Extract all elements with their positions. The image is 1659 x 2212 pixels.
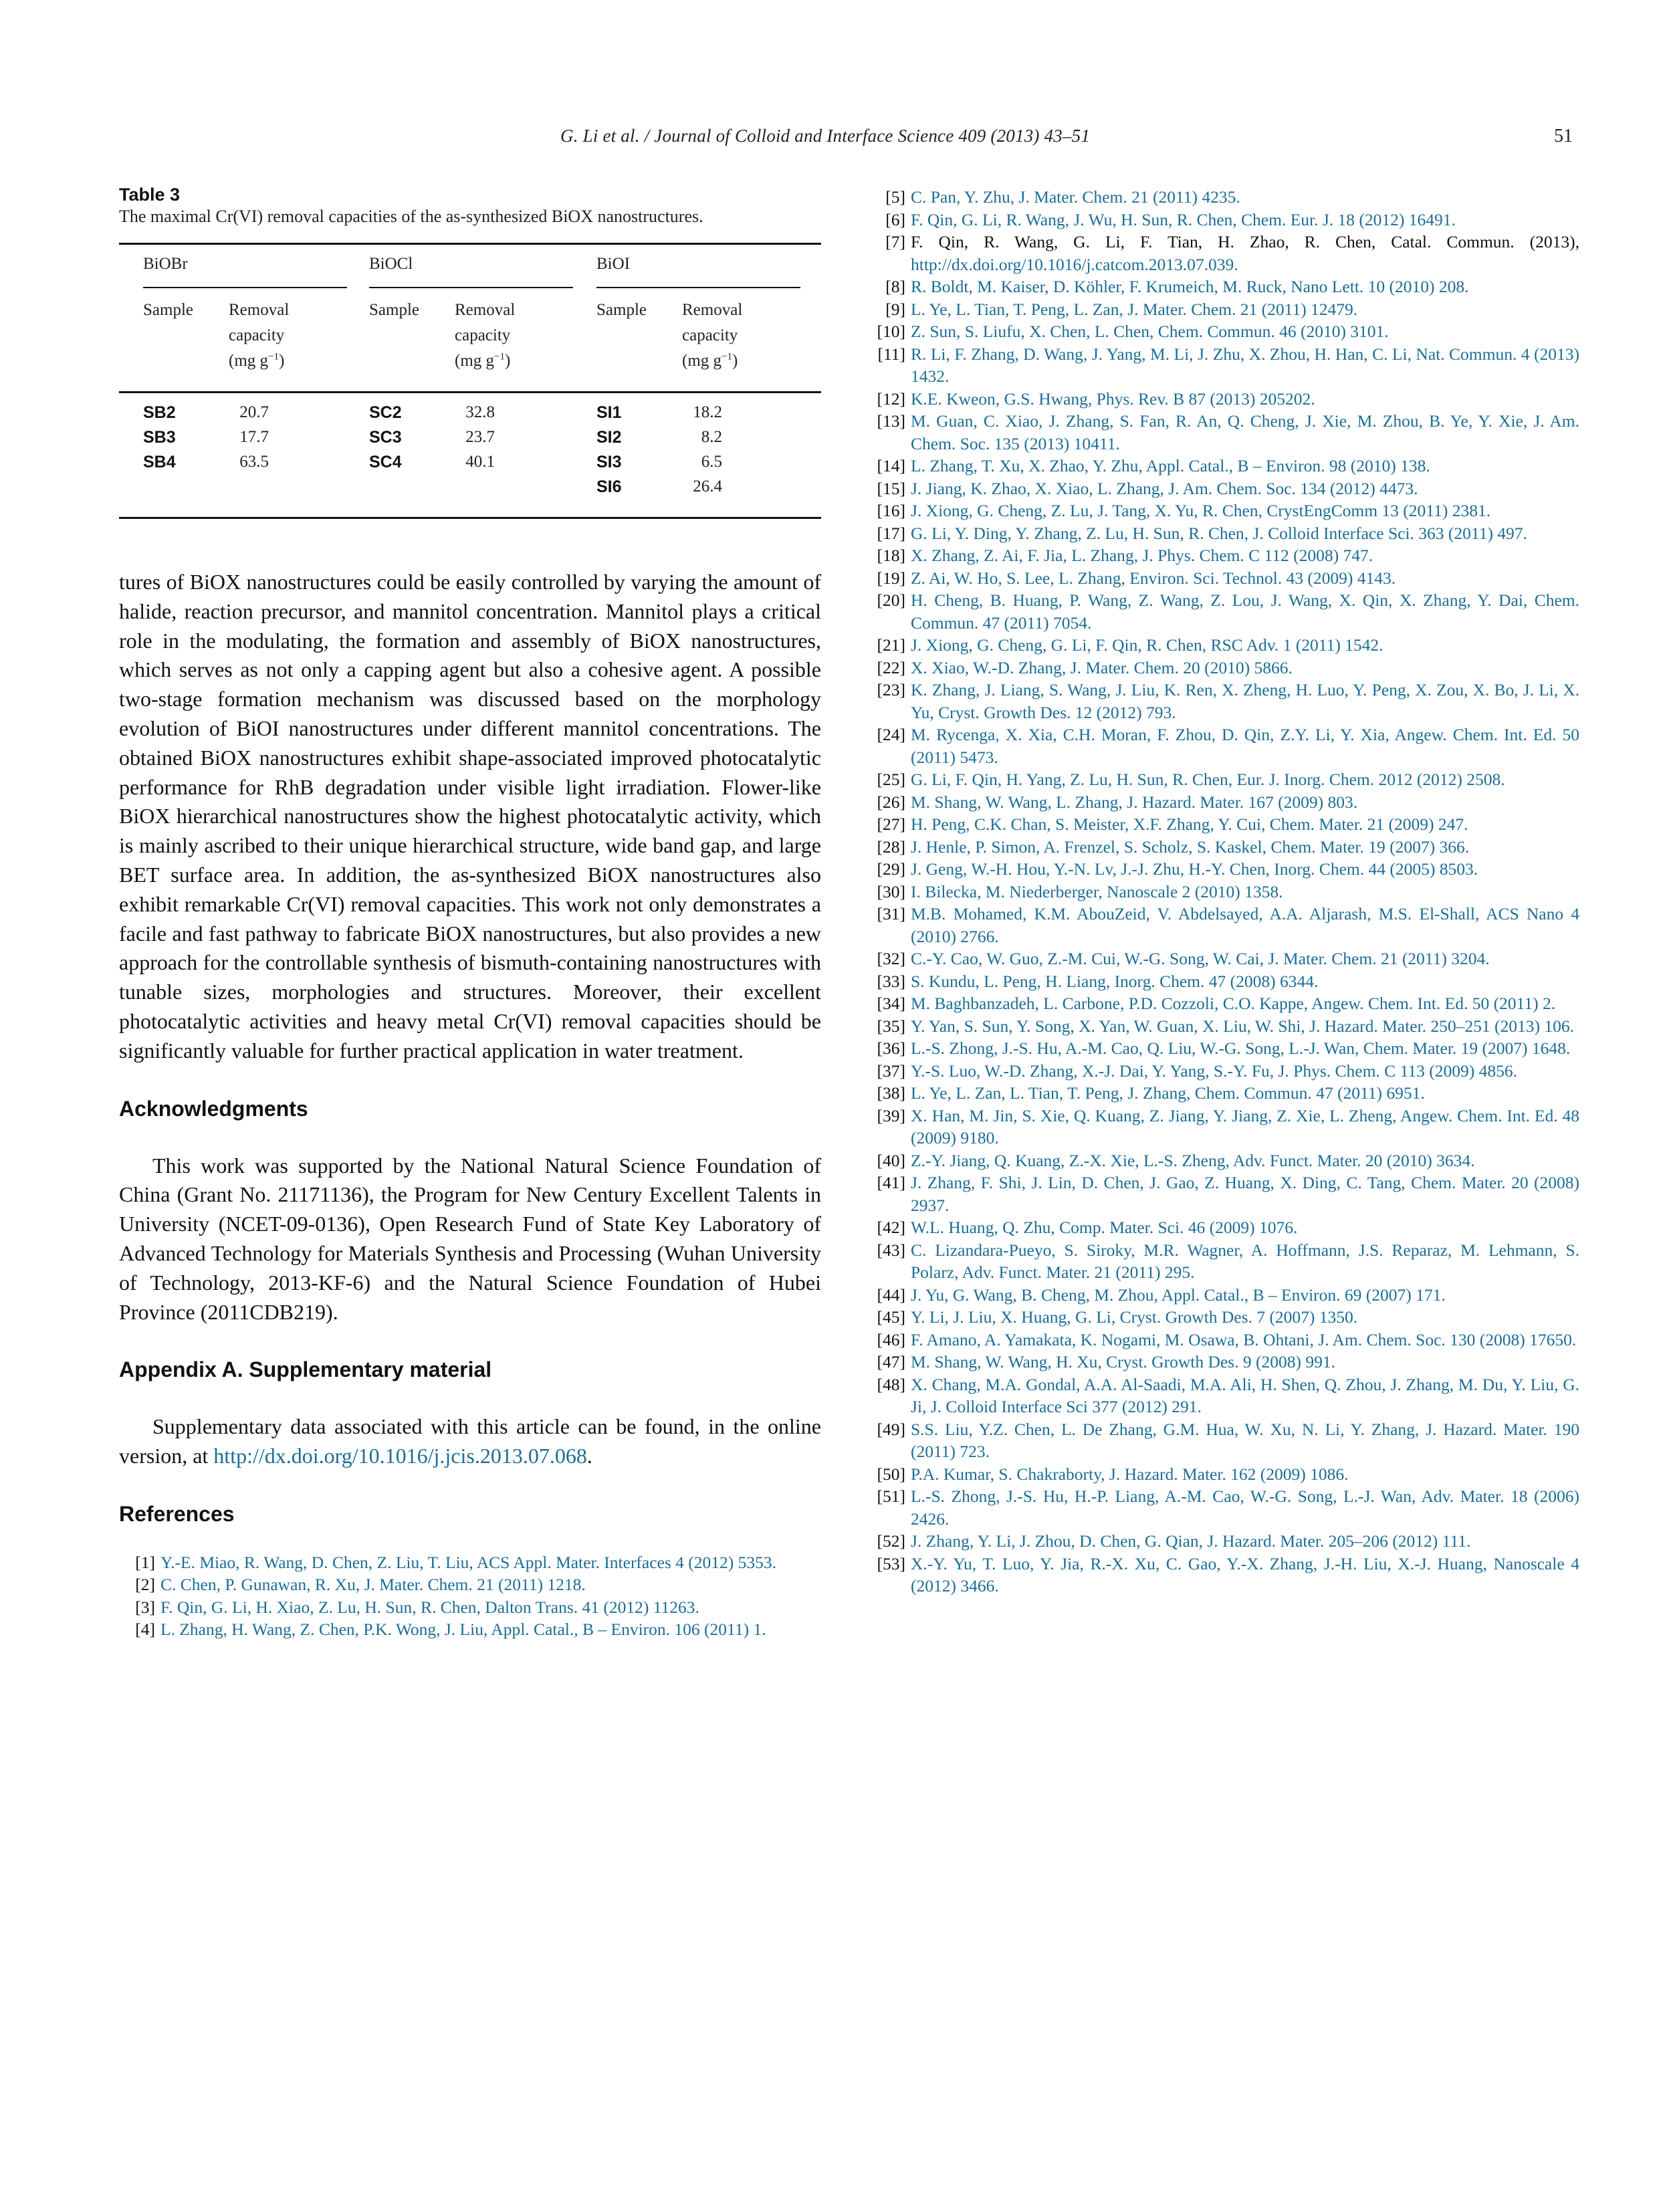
reference-item [869, 1418, 1579, 1463]
reference-number: [41] [877, 1173, 905, 1192]
reference-item [869, 320, 1579, 343]
reference-item [869, 948, 1579, 970]
reference-link[interactable]: C.-Y. Cao, W. Guo, Z.-M. Cui, W.-G. Song, W. Cai, J. Mater. Chem. 21 (2011) 3204. [911, 949, 1490, 968]
table-cell-sample: SC4 [369, 453, 402, 471]
header-superscript: −1 [268, 351, 279, 362]
reference-link[interactable]: W.L. Huang, Q. Zhu, Comp. Mater. Sci. 46 (2009) 1076. [911, 1218, 1298, 1237]
reference-link[interactable]: Z. Ai, W. Ho, S. Lee, L. Zhang, Environ. Sci. Technol. 43 (2009) 4143. [911, 568, 1396, 588]
reference-link[interactable]: M.B. Mohamed, K.M. AbouZeid, V. Abdelsayed, A.A. Aljarash, M.S. El-Shall, ACS Nano 4 (2010) 2766. [911, 904, 1579, 946]
references-list-right [869, 186, 1579, 1597]
table-bottom-rule [119, 517, 821, 519]
reference-item [869, 522, 1579, 545]
table-group-biobr [143, 243, 347, 517]
reference-number: [17] [877, 523, 905, 543]
reference-link[interactable]: L.-S. Zhong, J.-S. Hu, A.-M. Cao, Q. Liu, W.-G. Song, L.-J. Wan, Chem. Mater. 19 (2007) 1648. [911, 1038, 1571, 1058]
right-column [869, 186, 1579, 1597]
reference-item [869, 500, 1579, 522]
table-group-bioi [596, 243, 800, 517]
reference-link[interactable]: I. Bilecka, M. Niederberger, Nanoscale 2 (2010) 1358. [911, 881, 1283, 901]
reference-number: [29] [877, 859, 905, 879]
reference-item [119, 1596, 821, 1619]
reference-number: [28] [877, 837, 905, 857]
reference-number: [21] [877, 635, 905, 655]
reference-link[interactable]: C. Pan, Y. Zhu, J. Mater. Chem. 21 (2011) 4235. [911, 187, 1240, 207]
reference-item [119, 1618, 821, 1641]
reference-number: [53] [877, 1553, 905, 1573]
reference-number: [1] [135, 1552, 155, 1572]
reference-link[interactable]: X. Chang, M.A. Gondal, A.A. Al-Saadi, M.A. Ali, H. Shen, Q. Zhou, J. Zhang, M. Du, Y. Liu, G. Ji, J. Colloid Interface Sci 377 (2012) 291. [911, 1374, 1579, 1416]
acknowledgments-heading: Acknowledgments [119, 1096, 308, 1121]
reference-link[interactable]: R. Li, F. Zhang, D. Wang, J. Yang, M. Li, J. Zhu, X. Zhou, H. Han, C. Li, Nat. Commun. 4 (2013) 1432. [911, 344, 1579, 386]
reference-link[interactable]: J. Zhang, Y. Li, J. Zhou, D. Chen, G. Qian, J. Hazard. Mater. 205–206 (2012) 111. [911, 1531, 1471, 1551]
reference-item [869, 1015, 1579, 1038]
column-header-sample: Sample [369, 301, 419, 319]
reference-link[interactable]: L. Zhang, H. Wang, Z. Chen, P.K. Wong, J. Liu, Appl. Catal., B – Environ. 106 (2011) 1. [160, 1620, 766, 1640]
reference-number: [23] [877, 680, 905, 699]
reference-link[interactable]: Y. Li, J. Liu, X. Huang, G. Li, Cryst. Growth Des. 7 (2007) 1350. [911, 1307, 1358, 1327]
table-cell-value: 18.2 [693, 403, 722, 421]
reference-link[interactable]: Y.-S. Luo, W.-D. Zhang, X.-J. Dai, Y. Yang, S.-Y. Fu, J. Phys. Chem. C 113 (2009) 4856. [911, 1061, 1517, 1081]
column-header-removal [229, 298, 289, 374]
reference-link[interactable]: M. Shang, W. Wang, H. Xu, Cryst. Growth Des. 9 (2008) 991. [911, 1352, 1335, 1371]
reference-item [869, 209, 1579, 231]
reference-item [869, 388, 1579, 411]
header-line: Removal [229, 301, 290, 319]
reference-link[interactable]: X. Xiao, W.-D. Zhang, J. Mater. Chem. 20 (2010) 5866. [911, 657, 1293, 677]
reference-number: [45] [877, 1307, 905, 1327]
reference-item [869, 1463, 1579, 1486]
reference-number: [2] [135, 1575, 155, 1595]
reference-item [869, 858, 1579, 881]
reference-item [869, 589, 1579, 634]
reference-item [869, 1329, 1579, 1351]
table-cell-value: 17.7 [239, 428, 269, 446]
page-number: 51 [1554, 126, 1573, 146]
reference-link[interactable]: Y.-E. Miao, R. Wang, D. Chen, Z. Liu, T. Liu, ACS Appl. Mater. Interfaces 4 (2012) 5353. [160, 1552, 777, 1572]
reference-item [869, 477, 1579, 500]
table-cell-value: 8.2 [701, 428, 722, 446]
reference-link[interactable]: K.E. Kweon, G.S. Hwang, Phys. Rev. B 87 (2013) 205202. [911, 389, 1315, 409]
reference-link[interactable]: K. Zhang, J. Liang, S. Wang, J. Liu, K. Ren, X. Zheng, H. Luo, Y. Peng, X. Zou, X. Bo, J. Li, X. Yu, Cryst. Growth Des. 12 (2012) 793. [911, 680, 1579, 722]
reference-link[interactable]: G. Li, Y. Ding, Y. Zhang, Z. Lu, H. Sun, R. Chen, J. Colloid Interface Sci. 363 (2011) 497. [911, 523, 1527, 543]
reference-number: [40] [877, 1150, 905, 1170]
column-header-removal [682, 298, 742, 374]
reference-item [869, 186, 1579, 209]
reference-link[interactable]: J. Henle, P. Simon, A. Frenzel, S. Scholz, S. Kaskel, Chem. Mater. 19 (2007) 366. [911, 837, 1470, 857]
table-cell-value: 20.7 [239, 403, 269, 421]
reference-number: [35] [877, 1016, 905, 1036]
reference-item [119, 1551, 821, 1574]
reference-number: [38] [877, 1083, 905, 1103]
reference-item [869, 298, 1579, 321]
table-cell-sample: SC2 [369, 403, 402, 422]
reference-item [869, 836, 1579, 859]
reference-item [869, 1351, 1579, 1373]
reference-item [869, 1373, 1579, 1418]
reference-text: F. Qin, R. Wang, G. Li, F. Tian, H. Zhao, R. Chen, Catal. Commun. (2013), [911, 232, 1579, 251]
reference-link[interactable]: J. Geng, W.-H. Hou, Y.-N. Lv, J.-J. Zhu, H.-Y. Chen, Inorg. Chem. 44 (2005) 8503. [911, 859, 1478, 879]
reference-item [869, 970, 1579, 993]
group-rule [143, 287, 347, 288]
reference-item [869, 1105, 1579, 1149]
reference-link[interactable]: X.-Y. Yu, T. Luo, Y. Jia, R.-X. Xu, C. Gao, Y.-X. Zhang, J.-H. Liu, X.-J. Huang, Nanoscale 4 (2012) 3466. [911, 1553, 1579, 1595]
reference-number: [9] [885, 299, 905, 319]
table-group-biocl [369, 243, 573, 517]
table-cell-sample: SB4 [143, 453, 176, 471]
table-cell-sample: SI3 [596, 453, 622, 471]
reference-link[interactable]: J. Yu, G. Wang, B. Cheng, M. Zhou, Appl. Catal., B – Environ. 69 (2007) 171. [911, 1285, 1446, 1305]
table-cell-value: 6.5 [701, 453, 722, 471]
reference-item [869, 1485, 1579, 1530]
reference-link[interactable]: M. Baghbanzadeh, L. Carbone, P.D. Cozzoli, C.O. Kappe, Angew. Chem. Int. Ed. 50 (2011) 2. [911, 994, 1556, 1013]
table-3 [119, 184, 821, 521]
reference-number: [48] [877, 1374, 905, 1394]
header-line: capacity [455, 326, 511, 344]
appendix-text-end: . [586, 1444, 592, 1468]
reference-item [869, 1149, 1579, 1172]
table-cell-sample: SI6 [596, 477, 622, 496]
reference-number: [36] [877, 1038, 905, 1058]
reference-link[interactable]: P.A. Kumar, S. Chakraborty, J. Hazard. Mater. 162 (2009) 1086. [911, 1464, 1349, 1484]
reference-link[interactable]: http://dx.doi.org/10.1016/j.catcom.2013.07.039. [911, 254, 1238, 274]
reference-link[interactable]: F. Qin, G. Li, H. Xiao, Z. Lu, H. Sun, R. Chen, Dalton Trans. 41 (2012) 11263. [160, 1597, 699, 1617]
header-line: (mg g [682, 352, 722, 370]
header-line: (mg g [229, 352, 269, 370]
table-cell-sample: SI1 [596, 403, 622, 422]
reference-link[interactable]: H. Cheng, B. Huang, P. Wang, Z. Wang, Z. Lou, J. Wang, X. Qin, X. Zhang, Y. Dai, Chem. Commun. 47 (2011) 7054. [911, 590, 1579, 633]
reference-item [869, 903, 1579, 948]
reference-item [869, 634, 1579, 657]
reference-link[interactable]: J. Jiang, K. Zhao, X. Xiao, L. Zhang, J. Am. Chem. Soc. 134 (2012) 4473. [911, 478, 1418, 498]
reference-number: [7] [885, 232, 905, 251]
reference-item [869, 231, 1579, 275]
supplementary-doi-link[interactable]: http://dx.doi.org/10.1016/j.jcis.2013.07.068 [213, 1444, 587, 1468]
reference-number: [6] [885, 209, 905, 229]
reference-link[interactable]: Z. Sun, S. Liufu, X. Chen, L. Chen, Chem. Commun. 46 (2010) 3101. [911, 322, 1389, 341]
reference-number: [39] [877, 1105, 905, 1125]
acknowledgments-paragraph: This work was supported by the National Natural Science Foundation of China (Grant No. 21171136), the Program for New Century Excellent Talents in University (NCET-09-0136), Open Research Fund of State Key Laboratory of Advanced Technology for Materials Synthesis and Processing (Wuhan University of Technology, 2013-KF-6) and the Natural Science Foundation of Hubei Province (2011CDB219). [119, 1153, 821, 1324]
reference-item [869, 657, 1579, 679]
column-header-removal [455, 298, 515, 374]
reference-item [869, 455, 1579, 477]
reference-number: [46] [877, 1329, 905, 1349]
reference-item [119, 1573, 821, 1596]
reference-item [869, 1306, 1579, 1329]
header-line: (mg g [455, 352, 495, 370]
reference-number: [43] [877, 1240, 905, 1260]
reference-number: [16] [877, 501, 905, 520]
table-cell-value: 23.7 [465, 428, 495, 446]
reference-item [869, 410, 1579, 455]
reference-number: [10] [877, 322, 905, 341]
header-line: ) [505, 352, 511, 370]
reference-number: [27] [877, 814, 905, 834]
reference-number: [12] [877, 389, 905, 409]
reference-link[interactable]: Z.-Y. Jiang, Q. Kuang, Z.-X. Xie, L.-S. Zheng, Adv. Funct. Mater. 20 (2010) 3634. [911, 1150, 1475, 1170]
header-superscript: −1 [722, 351, 732, 362]
column-header-sample: Sample [596, 301, 647, 319]
data-table [119, 243, 821, 521]
reference-number: [24] [877, 725, 905, 744]
group-name: BiOBr [143, 255, 188, 273]
reference-number: [15] [877, 478, 905, 498]
reference-number: [52] [877, 1531, 905, 1551]
group-name: BiOI [596, 255, 630, 273]
reference-link[interactable]: J. Xiong, G. Cheng, G. Li, F. Qin, R. Chen, RSC Adv. 1 (2011) 1542. [911, 635, 1384, 655]
table-cell-sample: SI2 [596, 428, 622, 447]
reference-number: [32] [877, 949, 905, 968]
reference-number: [20] [877, 590, 905, 610]
group-name: BiOCl [369, 255, 413, 273]
reference-number: [22] [877, 657, 905, 677]
reference-link[interactable]: Y. Yan, S. Sun, Y. Song, X. Yan, W. Guan, X. Liu, W. Shi, J. Hazard. Mater. 250–251 (2013) 106. [911, 1016, 1574, 1036]
appendix-text: Supplementary data associated with this article can be found, in the online version, at [119, 1414, 821, 1468]
reference-number: [51] [877, 1486, 905, 1506]
reference-number: [5] [885, 187, 905, 207]
table-cell-value: 26.4 [693, 477, 722, 495]
reference-link[interactable]: H. Peng, C.K. Chan, S. Meister, X.F. Zhang, Y. Cui, Chem. Mater. 21 (2009) 247. [911, 814, 1468, 834]
reference-number: [47] [877, 1352, 905, 1371]
reference-number: [49] [877, 1419, 905, 1439]
reference-item [869, 791, 1579, 814]
reference-link[interactable]: L.-S. Zhong, J.-S. Hu, H.-P. Liang, A.-M. Cao, W.-G. Song, L.-J. Wan, Adv. Mater. 18 (2006) 2426. [911, 1486, 1579, 1529]
reference-item [869, 1060, 1579, 1083]
reference-link[interactable]: G. Li, F. Qin, H. Yang, Z. Lu, H. Sun, R. Chen, Eur. J. Inorg. Chem. 2012 (2012) 2508. [911, 770, 1505, 789]
reference-item [869, 343, 1579, 388]
references-heading: References [119, 1501, 235, 1526]
reference-link[interactable]: C. Chen, P. Gunawan, R. Xu, J. Mater. Chem. 21 (2011) 1218. [160, 1575, 586, 1595]
reference-item [869, 544, 1579, 567]
reference-item [869, 724, 1579, 768]
table-cell-sample: SC3 [369, 428, 402, 447]
reference-number: [13] [877, 411, 905, 431]
header-line: ) [279, 352, 285, 370]
references-list-left [119, 1551, 821, 1641]
reference-link[interactable]: L. Zhang, T. Xu, X. Zhao, Y. Zhu, Appl. Catal., B – Environ. 98 (2010) 138. [911, 456, 1430, 475]
reference-item [869, 1553, 1579, 1597]
reference-link[interactable]: M. Shang, W. Wang, L. Zhang, J. Hazard. Mater. 167 (2009) 803. [911, 792, 1358, 812]
group-rule [596, 287, 800, 288]
group-rule [369, 287, 573, 288]
reference-item [869, 275, 1579, 298]
reference-item [869, 1530, 1579, 1553]
table-label: Table 3 [119, 185, 181, 205]
reference-number: [50] [877, 1464, 905, 1484]
column-header-sample: Sample [143, 301, 193, 319]
reference-item [869, 813, 1579, 836]
table-cell-sample: SB2 [143, 403, 176, 422]
reference-number: [34] [877, 994, 905, 1013]
reference-link[interactable]: S.S. Liu, Y.Z. Chen, L. De Zhang, G.M. Hua, W. Xu, N. Li, Y. Zhang, J. Hazard. Mater. 190 (2011) 723. [911, 1419, 1579, 1461]
header-line: capacity [229, 326, 285, 344]
reference-item [869, 567, 1579, 590]
reference-item [869, 679, 1579, 724]
reference-item [869, 1037, 1579, 1060]
conclusion-paragraph: tures of BiOX nanostructures could be easily controlled by varying the amount of halide, reaction precursor, and mannitol concentration. Mannitol plays a critical role in the modulating, the formation and assembly of BiOX nanostructures, which serves as not only a capping agent but also a cohesive agent. A possible two-stage formation mechanism was discussed based on the morphology evolution of BiOI nanostructures under different mannitol concentrations. The obtained BiOX nanostructures exhibit shape-associated improved photocatalytic performance for RhB degradation under visible light irradiation. Flower-like BiOX hierarchical nanostructures show the highest photocatalytic activity, which is mainly ascribed to their unique hierarchical structure, wide band gap, and large BET surface area. In addition, the as-synthesized BiOX nanostructures also exhibit remarkable Cr(VI) removal capacities. This work not only demonstrates a facile and fast pathway to fabricate BiOX nanostructures, but also provides a new approach for the controllable synthesis of bismuth-containing nanostructures with tunable sizes, morphologies and structures. Moreover, their excellent photocatalytic activities and heavy metal Cr(VI) removal capacities should be significantly valuable for further practical application in water treatment. [119, 570, 821, 1063]
reference-number: [19] [877, 568, 905, 588]
reference-number: [42] [877, 1218, 905, 1237]
table-cell-value: 40.1 [465, 453, 495, 471]
table-caption: The maximal Cr(VI) removal capacities of the as-synthesized BiOX nanostructures. [119, 207, 703, 226]
appendix-heading: Appendix A. Supplementary material [119, 1357, 492, 1382]
table-cell-value: 32.8 [465, 403, 495, 421]
reference-link[interactable]: S. Kundu, L. Peng, H. Liang, Inorg. Chem. 47 (2008) 6344. [911, 971, 1319, 991]
reference-link[interactable]: X. Zhang, Z. Ai, F. Jia, L. Zhang, J. Phys. Chem. C 112 (2008) 747. [911, 546, 1373, 565]
reference-item [869, 1216, 1579, 1239]
reference-link[interactable]: J. Zhang, F. Shi, J. Lin, D. Chen, J. Gao, Z. Huang, X. Ding, C. Tang, Chem. Mater. 20 (2008) 2937. [911, 1173, 1579, 1215]
reference-link[interactable]: M. Rycenga, X. Xia, C.H. Moran, F. Zhou, D. Qin, Z.Y. Li, Y. Xia, Angew. Chem. Int. Ed. 50 (2011) 5473. [911, 725, 1579, 767]
reference-item [869, 1239, 1579, 1284]
reference-item [869, 768, 1579, 791]
reference-number: [11] [877, 344, 905, 364]
reference-item [869, 1172, 1579, 1216]
reference-link[interactable]: X. Han, M. Jin, S. Xie, Q. Kuang, Z. Jiang, Y. Jiang, Z. Xie, L. Zheng, Angew. Chem. Int. Ed. 48 (2009) 9180. [911, 1105, 1579, 1147]
header-line: ) [732, 352, 738, 370]
reference-link[interactable]: L. Ye, L. Zan, L. Tian, T. Peng, J. Zhang, Chem. Commun. 47 (2011) 6951. [911, 1083, 1425, 1103]
reference-link[interactable]: R. Boldt, M. Kaiser, D. Köhler, F. Krumeich, M. Ruck, Nano Lett. 10 (2010) 208. [911, 277, 1469, 296]
header-line: Removal [455, 301, 516, 319]
reference-number: [33] [877, 971, 905, 991]
appendix-paragraph [119, 1412, 821, 1471]
table-cell-value: 63.5 [239, 453, 269, 471]
reference-item [869, 1082, 1579, 1105]
reference-number: [25] [877, 770, 905, 789]
reference-item [869, 1284, 1579, 1307]
header-line: Removal [682, 301, 743, 319]
reference-number: [44] [877, 1285, 905, 1305]
reference-number: [31] [877, 904, 905, 923]
left-column [119, 184, 821, 1641]
reference-item [869, 992, 1579, 1015]
header-superscript: −1 [494, 351, 505, 362]
table-header-rule [119, 391, 821, 393]
reference-number: [8] [885, 277, 905, 296]
running-head: G. Li et al. / Journal of Colloid and Interface Science 409 (2013) 43–51 [560, 126, 1091, 146]
reference-number: [18] [877, 546, 905, 565]
table-cell-sample: SB3 [143, 428, 176, 447]
reference-link[interactable]: F. Qin, G. Li, R. Wang, J. Wu, H. Sun, R. Chen, Chem. Eur. J. 18 (2012) 16491. [911, 209, 1456, 229]
reference-number: [4] [135, 1620, 155, 1640]
reference-link[interactable]: C. Lizandara-Pueyo, S. Siroky, M.R. Wagner, A. Hoffmann, J.S. Reparaz, M. Lehmann, S. Polarz, Adv. Funct. Mater. 21 (2011) 295. [911, 1240, 1579, 1282]
reference-number: [3] [135, 1597, 155, 1617]
reference-number: [14] [877, 456, 905, 475]
reference-item [869, 881, 1579, 903]
reference-number: [37] [877, 1061, 905, 1081]
reference-link[interactable]: L. Ye, L. Tian, T. Peng, L. Zan, J. Mater. Chem. 21 (2011) 12479. [911, 299, 1358, 319]
header-line: capacity [682, 326, 738, 344]
reference-link[interactable]: M. Guan, C. Xiao, J. Zhang, S. Fan, R. An, Q. Cheng, J. Xie, M. Zhou, B. Ye, Y. Xie, J. Am. Chem. Soc. 135 (2013) 10411. [911, 411, 1579, 453]
reference-number: [30] [877, 881, 905, 901]
reference-link[interactable]: J. Xiong, G. Cheng, Z. Lu, J. Tang, X. Yu, R. Chen, CrystEngComm 13 (2011) 2381. [911, 501, 1491, 520]
reference-link[interactable]: F. Amano, A. Yamakata, K. Nogami, M. Osawa, B. Ohtani, J. Am. Chem. Soc. 130 (2008) 17650. [911, 1329, 1577, 1349]
reference-number: [26] [877, 792, 905, 812]
